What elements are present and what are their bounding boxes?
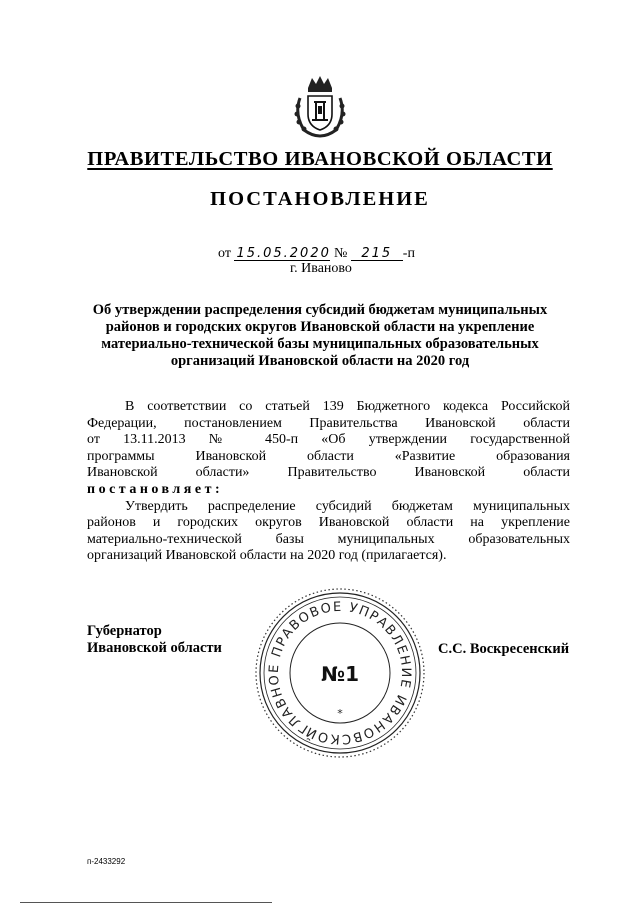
star-icon: * [337,707,343,720]
date-number-line [218,246,415,262]
signer-post-line: Ивановской области [87,640,222,656]
bottom-divider [20,902,272,903]
body-line: программы Ивановской области «Развитие образования [87,448,570,464]
signer-name: С.С. Воскресенский [438,641,570,657]
body-line: Ивановской области» Правительство Ивановской области [87,465,570,481]
handwritten-date: 15.05.2020 [236,246,331,261]
stamp-number: №1 [321,662,359,686]
document-heading: Об утверждении распределения субсидий бюджетам муниципальных районов и городских округов Ивановской области на укрепление материально-технической базы муниципальных образовательных организаций Ивановской области на 2020 год [92,302,548,369]
body-line: районов и городских округов Ивановской области на укрепление [87,515,570,531]
coat-of-arms-emblem [290,74,350,140]
decree-word: постановляет: [87,481,224,497]
body-line: Федерации, постановлением Правительства Ивановской области [87,415,570,431]
city: г. Иваново [290,261,352,276]
body-line: Утвердить распределение субсидий бюджетам муниципальных [125,498,570,514]
signer-post-line: Губернатор [87,623,162,639]
document-type: ПОСТАНОВЛЕНИЕ [210,188,430,210]
official-stamp [254,587,426,759]
body-line: материально-технической базы муниципальных образовательных [87,531,570,547]
signer-position [87,623,222,657]
number-sign: № [333,246,348,261]
body-line: от 13.11.2013 № 450-п «Об утверждении государственной [87,432,570,448]
date-prefix: от [218,246,231,261]
body-line: В соответствии со статьей 139 Бюджетного кодекса Российской [125,399,570,414]
government-title: ПРАВИТЕЛЬСТВО ИВАНОВСКОЙ ОБЛАСТИ [87,148,553,170]
document-code: п-2433292 [87,857,126,866]
stamp-seal-icon [254,587,426,759]
handwritten-number: 215 [351,247,403,261]
stamp-text: ГЛАВНОЕ ПРАВОВОЕ УПРАВЛЕНИЕ ИВАНОВСКОЙ [266,599,414,747]
body-text [87,399,570,565]
number-suffix: -п [402,246,415,261]
emblem-icon [290,74,350,140]
body-line: организаций Ивановской области на 2020 год (прилагается). [87,548,447,564]
